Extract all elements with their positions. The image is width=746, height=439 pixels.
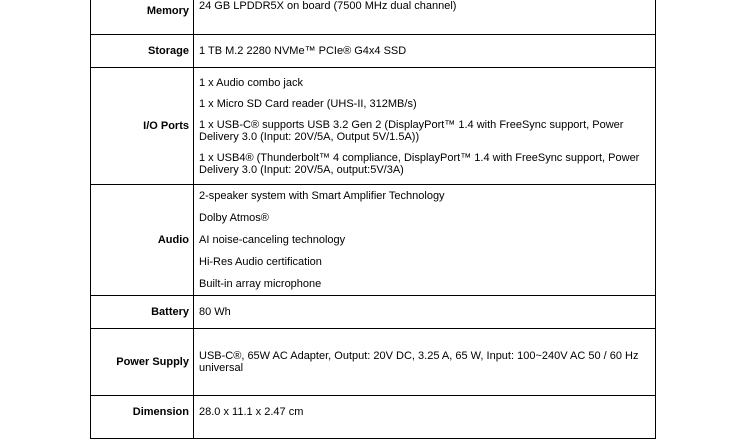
spec-value: Hi-Res Audio certification (199, 256, 322, 268)
spec-row-storage (91, 35, 656, 68)
spec-label: Power Supply (91, 329, 194, 396)
spec-value: 2-speaker system with Smart Amplifier Technology (199, 190, 445, 202)
spec-label: Storage (91, 35, 194, 68)
spec-value: USB-C®, 65W AC Adapter, Output: 20V DC, 3.25 A, 65 W, Input: 100~240V AC 50 / 60 Hz universal (199, 350, 639, 374)
spec-label: Dimension (91, 396, 194, 439)
spec-value: 1 x USB-C® supports USB 3.2 Gen 2 (DisplayPort™ 1.4 with FreeSync support, Power Delivery 3.0 (Input: 20V/5A, Output 5V/1.5A)) (199, 118, 624, 143)
spec-value: 1 x USB4® (Thunderbolt™ 4 compliance, DisplayPort™ 1.4 with FreeSync support, Power Delivery 3.0 (Input: 20V/5A, output:5V/3A) (199, 151, 640, 176)
spec-value-cell (194, 0, 656, 35)
spec-row-io-ports (91, 68, 656, 185)
spec-value: AI noise-canceling technology (199, 234, 346, 246)
spec-value: 28.0 x 11.1 x 2.47 cm (199, 406, 304, 418)
spec-row-dimension (91, 396, 656, 439)
spec-value-cell (194, 396, 656, 439)
spec-label: Memory (91, 0, 194, 35)
spec-label: I/O Ports (91, 68, 194, 185)
spec-label: Audio (91, 185, 194, 296)
spec-value-cell (194, 296, 656, 329)
spec-value: Dolby Atmos® (199, 212, 269, 224)
spec-row-audio (91, 185, 656, 296)
spec-value: Built-in array microphone (199, 278, 322, 290)
spec-value-cell (194, 185, 656, 296)
spec-value: 1 x Micro SD Card reader (UHS-II, 312MB/s) (199, 97, 417, 110)
spec-value-cell (194, 329, 656, 396)
spec-label: Battery (91, 296, 194, 329)
spec-value: 1 TB M.2 2280 NVMe™ PCIe® G4x4 SSD (199, 45, 407, 57)
spec-row-power-supply (91, 329, 656, 396)
spec-value-cell (194, 68, 656, 185)
spec-row-battery (91, 296, 656, 329)
spec-table (90, 0, 656, 439)
spec-value: 24 GB LPDDR5X on board (7500 MHz dual channel) (199, 0, 457, 12)
spec-value: 80 Wh (199, 306, 231, 318)
spec-value-cell (194, 35, 656, 68)
spec-value: 1 x Audio combo jack (199, 76, 303, 89)
spec-row-memory (91, 0, 656, 35)
